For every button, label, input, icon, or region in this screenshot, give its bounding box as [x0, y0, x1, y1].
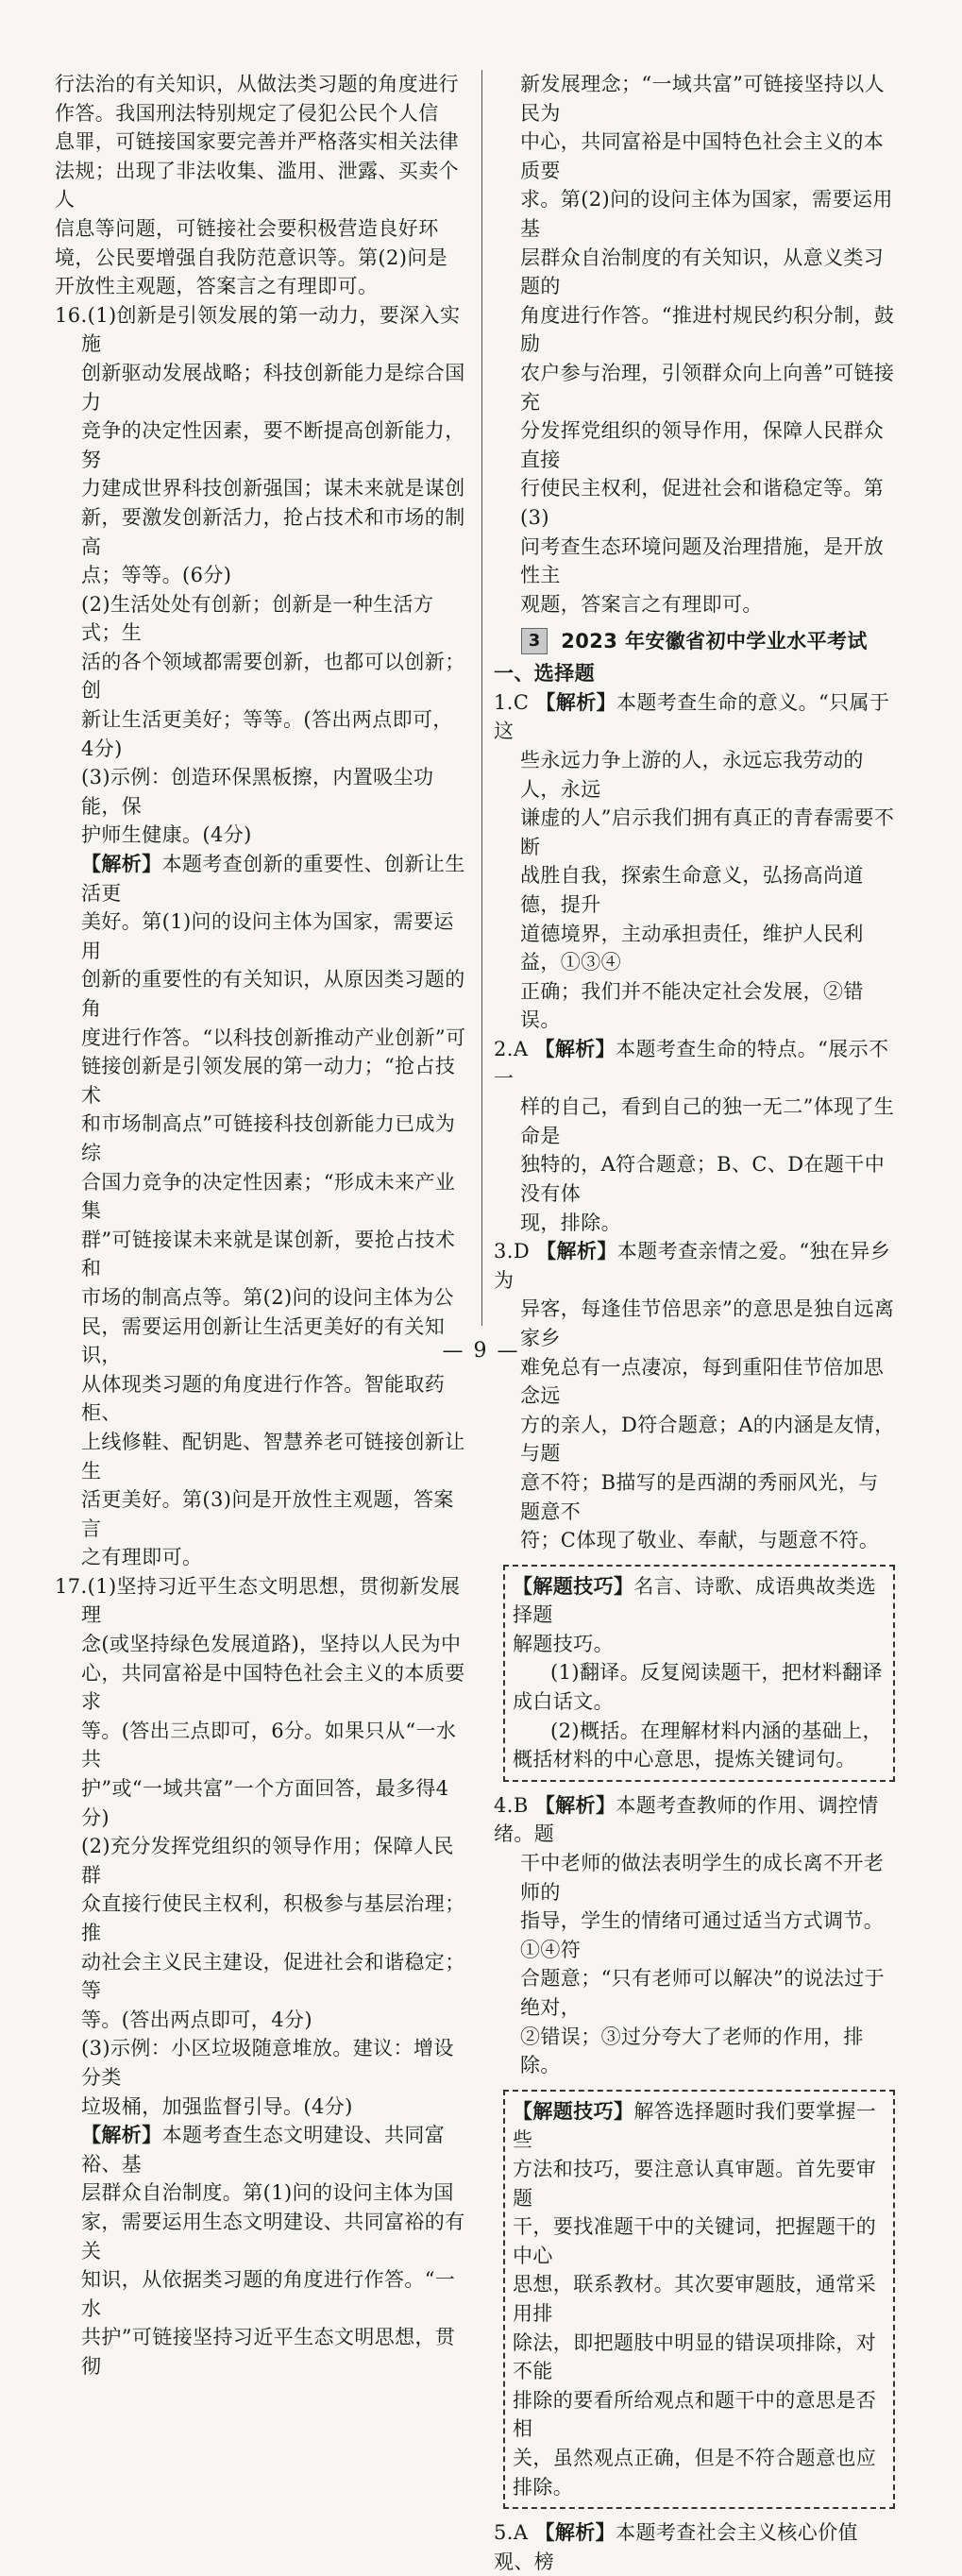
text-line: 干中老师的做法表明学生的成长离不开老师的 [520, 1852, 885, 1904]
answer-key: 4.B [494, 1793, 529, 1817]
text-line: 知识，从依据类习题的角度进行作答。“一水 [81, 2268, 456, 2320]
text-line: 解题技巧。 [513, 1632, 614, 1655]
text-line: 等。(答出三点即可，6分。如果只从“一水共 [81, 1719, 457, 1771]
text-line: 本题考查创新的重要性、创新让生活更 [81, 853, 465, 905]
text-line: 众直接行使民主权利，积极参与基层治理；推 [81, 1892, 465, 1944]
text-line: 之有理即可。 [81, 1546, 203, 1569]
section-title: 2023 年安徽省初中学业水平考试 [561, 629, 868, 652]
text-line: 本题考查亲情之爱。“独在异乡为 [494, 1240, 891, 1292]
text-line: (1)创新是引领发展的第一动力，要深入实施 [81, 303, 461, 356]
text-line: 活更美好。第(3)问是开放性主观题，答案言 [81, 1488, 454, 1540]
text-line: 和市场制高点”可链接科技创新能力已成为综 [81, 1112, 456, 1164]
answer-first-line [494, 1791, 895, 1849]
text-line: 点；等等。(6分) [81, 564, 232, 587]
text-line: 异客，每逢佳节倍思亲”的意思是独自远离家乡 [520, 1297, 895, 1349]
text-line: 角度进行作答。“推进村规民约积分制，鼓励 [520, 303, 895, 356]
text-line: 独特的，A符合题意；B、C、D在题干中没有体 [520, 1153, 886, 1205]
text-line: 竞争的决定性因素，要不断提高创新能力，努 [81, 419, 465, 471]
answer-1 [494, 688, 895, 1035]
text-line: 市场的制高点等。第(2)问的设问主体为公 [81, 1285, 454, 1309]
analysis-tag: 【解析】 [534, 1792, 616, 1817]
text-line: 本题考查教师的作用、调控情绪。题 [494, 1793, 879, 1846]
text-line: 创新驱动发展战略；科技创新能力是综合国力 [81, 361, 465, 414]
text-line: 合题意；“只有老师可以解决”的说法过于绝对， [520, 1967, 886, 2019]
text-line: 作答。我国刑法特别规定了侵犯公民个人信 [55, 101, 439, 125]
text-line: 上线修鞋、配钥匙、智慧养老可链接创新让生 [81, 1430, 465, 1483]
text-line: 中心，共同富裕是中国特色社会主义的本质要 [520, 130, 885, 182]
q16-analysis-first [55, 850, 470, 907]
text-line: 道德境界，主动承担责任，维护人民利益，①③④ [520, 922, 864, 974]
text-line: 民，需要运用创新让生活更美好的有关知识， [81, 1314, 446, 1367]
analysis-tag: 【解析】 [534, 1037, 616, 1060]
text-line: 行法治的有关知识，从做法类习题的角度进行 [55, 73, 459, 95]
text-line: 样的自己，看到自己的独一无二”体现了生命是 [520, 1095, 895, 1147]
text-line: (1)坚持习近平生态文明思想，贯彻新发展理 [81, 1574, 461, 1627]
text-line: 等。(答出两点即可，4分) [81, 2008, 312, 2031]
left-intro [55, 70, 470, 301]
text-line: 法规；出现了非法收集、滥用、泄露、买卖个人 [55, 159, 459, 212]
analysis-tag: 【解析】 [536, 1239, 617, 1263]
text-line: (3)示例：创造环保黑板擦，内置吸尘功能，保 [81, 766, 434, 818]
text-line: 意不符；B描写的是西湖的秀丽风光，与题意不 [520, 1470, 879, 1523]
answer-4 [494, 1791, 895, 2080]
tip-tag: 【解题技巧】 [513, 1573, 634, 1598]
text-line: 观题，答案言之有理即可。 [520, 592, 763, 616]
tip-box-2 [503, 2090, 895, 2509]
text-line: 美好。第(1)问的设问主体为国家，需要运用 [81, 910, 454, 962]
text-line: 关，虽然观点正确，但是不符合题意也应 [513, 2446, 877, 2469]
text-line: 思想，联系教材。其次要审题肢，通常采用排 [513, 2273, 877, 2325]
text-line: 求。第(2)问的设问主体为国家，需要运用基 [520, 188, 893, 240]
text-line: 本题考查生命的特点。“展示不一 [494, 1038, 889, 1090]
answer-2 [494, 1035, 895, 1237]
text-line: 护师生健康。(4分) [81, 823, 252, 847]
text-line: 垃圾桶，加强监督引导。(4分) [81, 2094, 353, 2118]
answer-key: 5.A [494, 2521, 529, 2545]
question-number: 17. [55, 1574, 88, 1598]
analysis-tag: 【解析】 [535, 689, 616, 714]
text-line: 新让生活更美好；等等。(答出两点即可， [81, 708, 453, 732]
text-line: 名言、诗歌、成语典故类选择题 [513, 1574, 877, 1627]
text-line: 战胜自我，探索生命意义，弘扬高尚道德，提升 [520, 864, 864, 917]
text-line: 成白话文。 [513, 1690, 614, 1714]
tip-tag: 【解题技巧】 [513, 2098, 634, 2123]
text-line: (2)生活处处有创新；创新是一种生活方式；生 [81, 592, 434, 645]
text-line: 难免总有一点凄凉，每到重阳佳节倍加思念远 [520, 1355, 885, 1408]
text-line: 现，排除。 [520, 1211, 621, 1234]
text-line: 活的各个领域都需要创新，也都可以创新；创 [81, 650, 465, 703]
text-line: 心，共同富裕是中国特色社会主义的本质要求 [81, 1661, 465, 1714]
text-line: 4分) [81, 737, 123, 760]
analysis-tag: 【解析】 [81, 852, 162, 876]
text-line: 方的亲人，D符合题意；A的内涵是友情，与题 [520, 1413, 895, 1466]
text-line: 干，要找准题干中的关键词，把握题干的中心 [513, 2215, 877, 2267]
text-line: 新，要激发创新活力，抢占技术和市场的制高 [81, 505, 465, 558]
section-header [494, 627, 895, 655]
q16-answer-1-first [55, 301, 470, 359]
text-line: 护”或“一域共富”一个方面回答，最多得4分) [81, 1777, 449, 1829]
answer-first-line [494, 688, 895, 746]
question-16 [55, 301, 470, 1572]
text-line: 解答选择题时我们要掌握一些 [513, 2099, 877, 2152]
text-line: 力建成世界科技创新强国；谋未来就是谋创 [81, 477, 465, 500]
text-line: 符；C体现了敬业、奉献，与题意不符。 [520, 1529, 880, 1552]
text-line: 指导，学生的情绪可通过适当方式调节。①④符 [520, 1909, 885, 1961]
answer-first-line [494, 1237, 895, 1295]
text-line: 行使民主权利，促进社会和谐稳定等。第(3) [520, 477, 885, 529]
question-17 [55, 1572, 470, 2381]
text-line: (1)翻译。反复阅读题干，把材料翻译 [550, 1661, 883, 1685]
tip-first-line [513, 2097, 886, 2155]
answer-5 [494, 2518, 895, 2576]
left-column [55, 70, 470, 2381]
text-line: 家，需要运用生态文明建设、共同富裕的有关 [81, 2210, 465, 2262]
answer-first-line [494, 2518, 895, 2576]
text-line: (2)充分发挥党组织的领导作用；保障人民群 [81, 1835, 454, 1887]
text-line: 信息等问题，可链接社会要积极营造良好环 [55, 216, 439, 240]
text-line: 息罪，可链接国家要完善并严格落实相关法律 [55, 130, 459, 154]
text-line: 群”可链接谋未来就是谋创新，要抢占技术和 [81, 1228, 456, 1280]
tip-first-line [513, 1572, 886, 1630]
text-line: 链接创新是引领发展的第一动力；“抢占技术 [81, 1055, 456, 1107]
section-number: 3 [521, 628, 548, 654]
text-line: 本题考查生命的意义。“只属于这 [494, 690, 890, 743]
text-line: 动社会主义民主建设，促进社会和谐稳定；等 [81, 1950, 465, 2003]
right-column [494, 70, 895, 2576]
text-line: 本题考查生态文明建设、共同富裕、基 [81, 2124, 446, 2176]
text-line: 层群众自治制度。第(1)问的设问主体为国 [81, 2181, 454, 2205]
answer-key: 2.A [494, 1038, 529, 1060]
page-number: — 9 — [442, 1339, 520, 1363]
text-line: 新发展理念；“一域共富”可链接坚持以人民为 [520, 73, 886, 125]
text-line: 农户参与治理，引领群众向上向善”可链接充 [520, 361, 895, 414]
text-line: 分发挥党组织的领导作用，保障人民群众直接 [520, 419, 885, 471]
text-line: ②错误；③过分夸大了老师的作用，排除。 [520, 2025, 864, 2077]
tip-box-1 [503, 1565, 895, 1782]
text-line: 合国力竞争的决定性因素；“形成未来产业集 [81, 1170, 456, 1223]
text-line: 些永远力争上游的人，永远忘我劳动的人，永远 [520, 749, 864, 801]
text-line: 念(或坚持绿色发展道路)，坚持以人民为中 [81, 1633, 462, 1656]
text-line: 本题考查社会主义核心价值观、榜 [494, 2521, 858, 2573]
text-line: 正确；我们并不能决定社会发展，②错误。 [520, 979, 864, 1032]
q17-answer-1-first [55, 1572, 470, 1630]
subsection-heading: 一、选择题 [494, 662, 595, 686]
answer-key: 1.C [494, 690, 530, 714]
text-line: 境，公民要增强自我防范意识等。第(2)问是 [55, 246, 448, 269]
text-line: 层群众自治制度的有关知识，从意义类习题的 [520, 246, 885, 298]
answer-key: 3.D [494, 1240, 531, 1263]
text-line: 共护”可链接坚持习近平生态文明思想，贯彻 [81, 2326, 456, 2378]
column-divider [481, 70, 482, 1326]
analysis-tag: 【解析】 [534, 2520, 616, 2545]
answer-3 [494, 1237, 895, 1555]
question-number: 16. [55, 303, 88, 327]
q17-analysis-first [55, 2121, 470, 2178]
text-line: 从体现类习题的角度进行作答。智能取药柜、 [81, 1372, 446, 1425]
text-line: 问考查生态环境问题及治理措施，是开放性主 [520, 534, 885, 587]
analysis-tag: 【解析】 [81, 2123, 162, 2147]
text-line: 方法和技巧，要注意认真审题。首先要审题 [513, 2157, 877, 2210]
text-line: 排除。 [513, 2475, 574, 2499]
right-intro [494, 70, 895, 619]
answer-first-line [494, 1035, 895, 1093]
text-line: 除法，即把题肢中明显的错误项排除，对不能 [513, 2330, 877, 2383]
text-line: 度进行作答。“以科技创新推动产业创新”可 [81, 1025, 466, 1049]
text-line: 谦虚的人”启示我们拥有真正的青春需要不断 [520, 806, 895, 858]
text-line: 创新的重要性的有关知识，从原因类习题的角 [81, 968, 465, 1020]
text-line: (3)示例：小区垃圾随意堆放。建议：增设分类 [81, 2037, 454, 2089]
text-line: 排除的要看所给观点和题干中的意思是否相 [513, 2388, 877, 2441]
text-line: (2)概括。在理解材料内涵的基础上， [550, 1719, 883, 1742]
text-line: 概括材料的中心意思，提炼关键词句。 [513, 1748, 856, 1771]
text-line: 开放性主观题，答案言之有理即可。 [55, 275, 379, 298]
